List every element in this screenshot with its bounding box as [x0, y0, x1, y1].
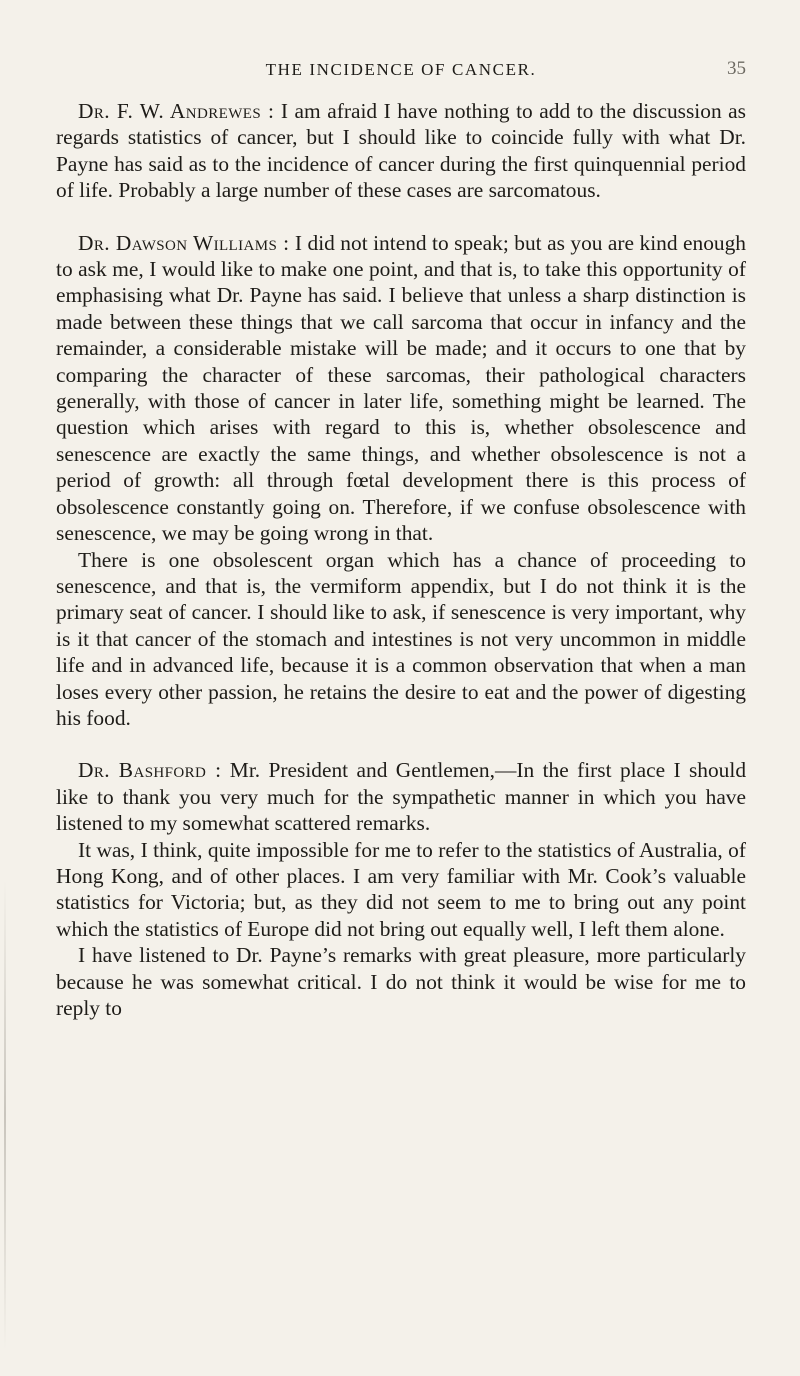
speaker-name: Dr. Dawson Williams :: [78, 230, 290, 255]
page-edge-shadow: [4, 880, 6, 1350]
running-title: THE INCIDENCE OF CANCER.: [265, 60, 537, 79]
paragraph-text: I have listened to Dr. Payne’s remarks with great pleasure, more particularly because he was somewhat critical. I do not think it would be wise for me to reply to: [56, 943, 746, 1020]
paragraph-obsolescent-organ: [56, 547, 746, 732]
page-number: 35: [727, 58, 746, 79]
body-text: [56, 98, 746, 1021]
paragraph-bashford: [56, 757, 746, 836]
paragraph-text: Mr. President and Gentlemen,—In the first place I should like to thank you very much for the sympathetic manner in which you have listened to my somewhat scattered remarks.: [56, 758, 747, 836]
speaker-name: Dr. Bashford :: [78, 758, 222, 783]
paragraph-dawson-williams: [56, 230, 746, 547]
paragraph-text: There is one obsolescent organ which has a chance of proceeding to senescence, and that is, the vermiform appendix, but I do not think it is the primary seat of cancer. I should like to ask, if senescence is very important, why is it that cancer of the stomach and intestines is not very uncommon in middle life and in advanced life, because it is a common observation that when a man loses every other passion, he retains the desire to eat and the power of digesting his food.: [56, 547, 746, 730]
running-head: [56, 58, 746, 84]
paragraph-text: I did not intend to speak; but as you are kind enough to ask me, I would like to make one point, and that is, to take this opportunity of emphasising what Dr. Payne has said. I believe that unless a sharp distinction is made between these things that we call sarcoma that occur in infancy and the remainder, a considerable mistake will be made; and it occurs to one that by comparing the character of these sarcomas, their pathological characters generally, with those of cancer in later life, something might be learned. The question which arises with regard to this is, whether obsolescence and senescence are exactly the same things, and whether obsolescence is not a period of growth: all through fœtal development there is this process of obsolescence constantly going on. Therefore, if we confuse obsolescence with senescence, we may be going wrong in that.: [56, 230, 746, 546]
paragraph-text: It was, I think, quite impossible for me to refer to the statistics of Australia, of Hong Kong, and of other places. I am very familiar with Mr. Cook’s valuable statistics for Victoria; but, as they did not seem to me to bring out any point which the statistics of Europe did not bring out equally well, I left them alone.: [56, 837, 746, 941]
paragraph-andrewes: [56, 98, 746, 204]
speaker-name: Dr. F. W. Andrewes :: [78, 99, 275, 123]
paragraph-reply: [56, 942, 746, 1021]
paragraph-statistics: [56, 837, 746, 943]
paragraph-text: I am afraid I have nothing to add to the discussion as regards statistics of cancer, but I should like to coincide fully with what Dr. Payne has said as to the incidence of cancer during the first quinquennial period of life. Probably a large number of these cases are sarcomatous.: [56, 99, 746, 203]
